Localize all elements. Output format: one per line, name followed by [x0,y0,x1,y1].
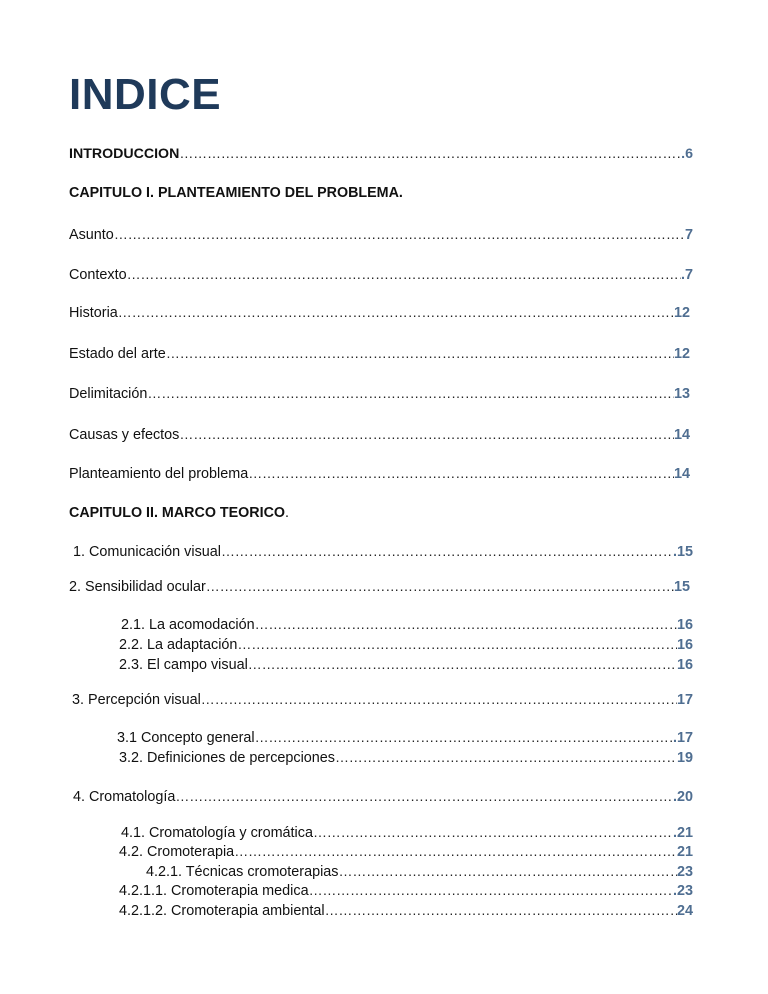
toc-entry[interactable] [69,264,693,284]
leader-dots [114,224,685,244]
toc-entry-label: Asunto [69,227,114,243]
toc-page-number: 16 [676,637,693,653]
chapter-heading-trail: . [285,505,290,521]
toc-entry-label: 2.2. La adaptación [119,637,238,653]
leader-dots [339,861,677,881]
toc-page-number: 16 [676,617,693,633]
toc-entry-label: 4.2.1.2. Cromoterapia ambiental [119,903,325,919]
leader-dots [147,383,674,403]
toc-entry[interactable] [73,786,693,806]
toc-page-number: 14 [673,466,690,482]
toc-entry-label: INTRODUCCION [69,146,180,162]
chapter-heading-2 [69,503,289,523]
toc-entry-label: 1. Comunicación visual [73,544,221,560]
toc-entry-label: 4. Cromatología [73,789,176,805]
leader-dots [221,541,673,561]
toc-entry[interactable] [69,383,690,403]
leader-dots [237,634,677,654]
toc-entry[interactable] [117,727,693,747]
toc-page-number: .21 [672,825,693,841]
toc-entry-label: Contexto [69,267,127,283]
toc-page-number: .6 [681,146,693,162]
toc-entry[interactable] [119,880,693,900]
toc-page-number: .20 [672,789,693,805]
toc-entry-label: 4.2.1. Técnicas cromoterapias [146,864,339,880]
leader-dots [234,841,677,861]
leader-dots [175,786,673,806]
toc-page-number: 19 [676,750,693,766]
toc-page-number: .17 [672,730,693,746]
toc-page-number: 14 [673,427,690,443]
toc-entry-label: 2.1. La acomodación [121,617,255,633]
toc-entry[interactable] [119,654,693,674]
toc-entry[interactable] [121,822,693,842]
toc-entry-label: Delimitación [69,386,148,402]
leader-dots [127,264,681,284]
toc-entry[interactable] [119,900,693,920]
leader-dots [313,822,673,842]
leader-dots [201,689,677,709]
leader-dots [325,900,677,920]
toc-entry[interactable] [121,614,693,634]
leader-dots [309,880,673,900]
toc-page-number: 12 [673,305,690,321]
toc-entry[interactable] [146,861,693,881]
page-title: INDICE [69,70,222,119]
leader-dots [179,424,674,444]
toc-entry-label: Historia [69,305,118,321]
leader-dots [118,302,674,322]
toc-entry-label: 3.2. Definiciones de percepciones [119,750,335,766]
toc-entry[interactable] [72,689,693,709]
toc-entry-label: Causas y efectos [69,427,180,443]
toc-entry[interactable] [69,463,690,483]
leader-dots [255,727,673,747]
toc-entry-label: 3.1 Concepto general [117,730,255,746]
toc-page-number: 12 [673,346,690,362]
toc-page-number: 13 [673,386,690,402]
toc-page-number: .23 [672,883,693,899]
toc-entry-introduccion[interactable] [69,143,693,163]
chapter-heading-text: CAPITULO II. MARCO TEORICO [69,505,286,521]
toc-entry[interactable] [69,224,693,244]
toc-entry[interactable] [69,576,690,596]
toc-page-number: 17 [676,692,693,708]
toc-entry-label: 4.1. Cromatología y cromática [121,825,313,841]
toc-entry[interactable] [73,541,693,561]
leader-dots [248,654,677,674]
toc-entry-label: 2. Sensibilidad ocular [69,579,206,595]
toc-page-number: 23 [676,864,693,880]
toc-page-number: 15 [673,579,690,595]
toc-entry[interactable] [119,747,693,767]
toc-entry-label: 3. Percepción visual [72,692,201,708]
toc-entry-label: Estado del arte [69,346,166,362]
toc-page-number: 24 [676,903,693,919]
toc-page-number: 16 [676,657,693,673]
toc-entry[interactable] [119,634,693,654]
toc-entry-label: 4.2. Cromoterapia [119,844,235,860]
toc-entry-label: 2.3. El campo visual [119,657,248,673]
chapter-heading-1: CAPITULO I. PLANTEAMIENTO DEL PROBLEMA. [69,185,403,201]
leader-dots [335,747,677,767]
toc-page-number: 7 [684,227,693,243]
toc-entry-label: Planteamiento del problema [69,466,249,482]
toc-entry[interactable] [69,302,690,322]
toc-entry-label: 4.2.1.1. Cromoterapia medica [119,883,309,899]
toc-page-number: .15 [672,544,693,560]
leader-dots [179,143,681,163]
leader-dots [248,463,674,483]
toc-page-number: 21 [676,844,693,860]
leader-dots [255,614,677,634]
toc-entry[interactable] [69,424,690,444]
toc-entry[interactable] [69,343,690,363]
leader-dots [166,343,674,363]
toc-entry[interactable] [119,841,693,861]
toc-page-number: .7 [680,267,693,283]
leader-dots [206,576,674,596]
